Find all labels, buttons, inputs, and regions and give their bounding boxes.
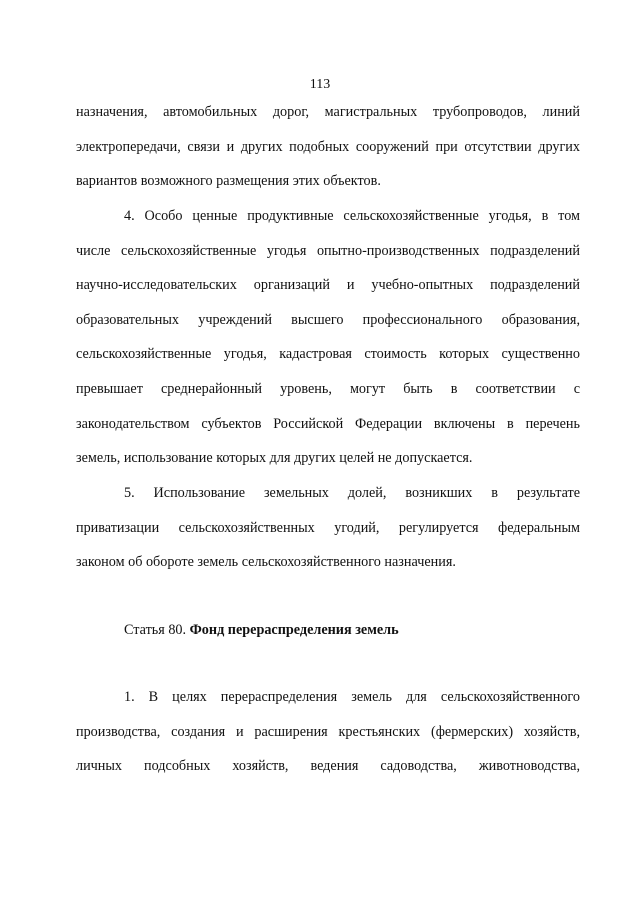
article-number: Статья 80. bbox=[124, 622, 190, 638]
paragraph-5 bbox=[76, 476, 580, 580]
text-line: земель, использование которых для других целей не допускается. bbox=[76, 450, 473, 467]
text-line: 5. Использование земельных долей, возникших в результате bbox=[124, 485, 580, 501]
text-line: 1. В целях перераспределения земель для сельскохозяйственного bbox=[124, 689, 580, 705]
text-line: приватизации сельскохозяйственных угодий, регулируется федеральным bbox=[76, 519, 580, 536]
text-line: производства, создания и расширения крестьянских (фермерских) хозяйств, bbox=[76, 723, 580, 740]
text-line: электропередачи, связи и других подобных сооружений при отсутствии других bbox=[76, 138, 580, 155]
text-line: личных подсобных хозяйств, ведения садоводства, животноводства, bbox=[76, 758, 580, 775]
paragraph-4 bbox=[76, 199, 580, 476]
text-line: сельскохозяйственные угодья, кадастровая стоимость которых существенно bbox=[76, 346, 580, 363]
text-line: образовательных учреждений высшего профессионального образования, bbox=[76, 311, 580, 328]
text-line: назначения, автомобильных дорог, магистральных трубопроводов, линий bbox=[76, 104, 580, 120]
article-title: Фонд перераспределения земель bbox=[189, 622, 399, 638]
article-80-paragraph-1 bbox=[76, 680, 580, 784]
text-line: законодательством субъектов Российской Федерации включены в перечень bbox=[76, 415, 580, 432]
text-line: превышает среднерайонный уровень, могут быть в соответствии с bbox=[76, 380, 580, 397]
text-line: законом об обороте земель сельскохозяйственного назначения. bbox=[76, 554, 456, 571]
article-heading bbox=[124, 613, 399, 648]
continuation-paragraph bbox=[76, 95, 580, 199]
text-line: числе сельскохозяйственные угодья опытно-производственных подразделений bbox=[76, 242, 580, 259]
text-line: вариантов возможного размещения этих объектов. bbox=[76, 173, 381, 190]
page-number: 113 bbox=[309, 77, 331, 92]
text-line: научно-исследовательских организаций и учебно-опытных подразделений bbox=[76, 277, 580, 294]
text-line: 4. Особо ценные продуктивные сельскохозяйственные угодья, в том bbox=[124, 208, 580, 224]
